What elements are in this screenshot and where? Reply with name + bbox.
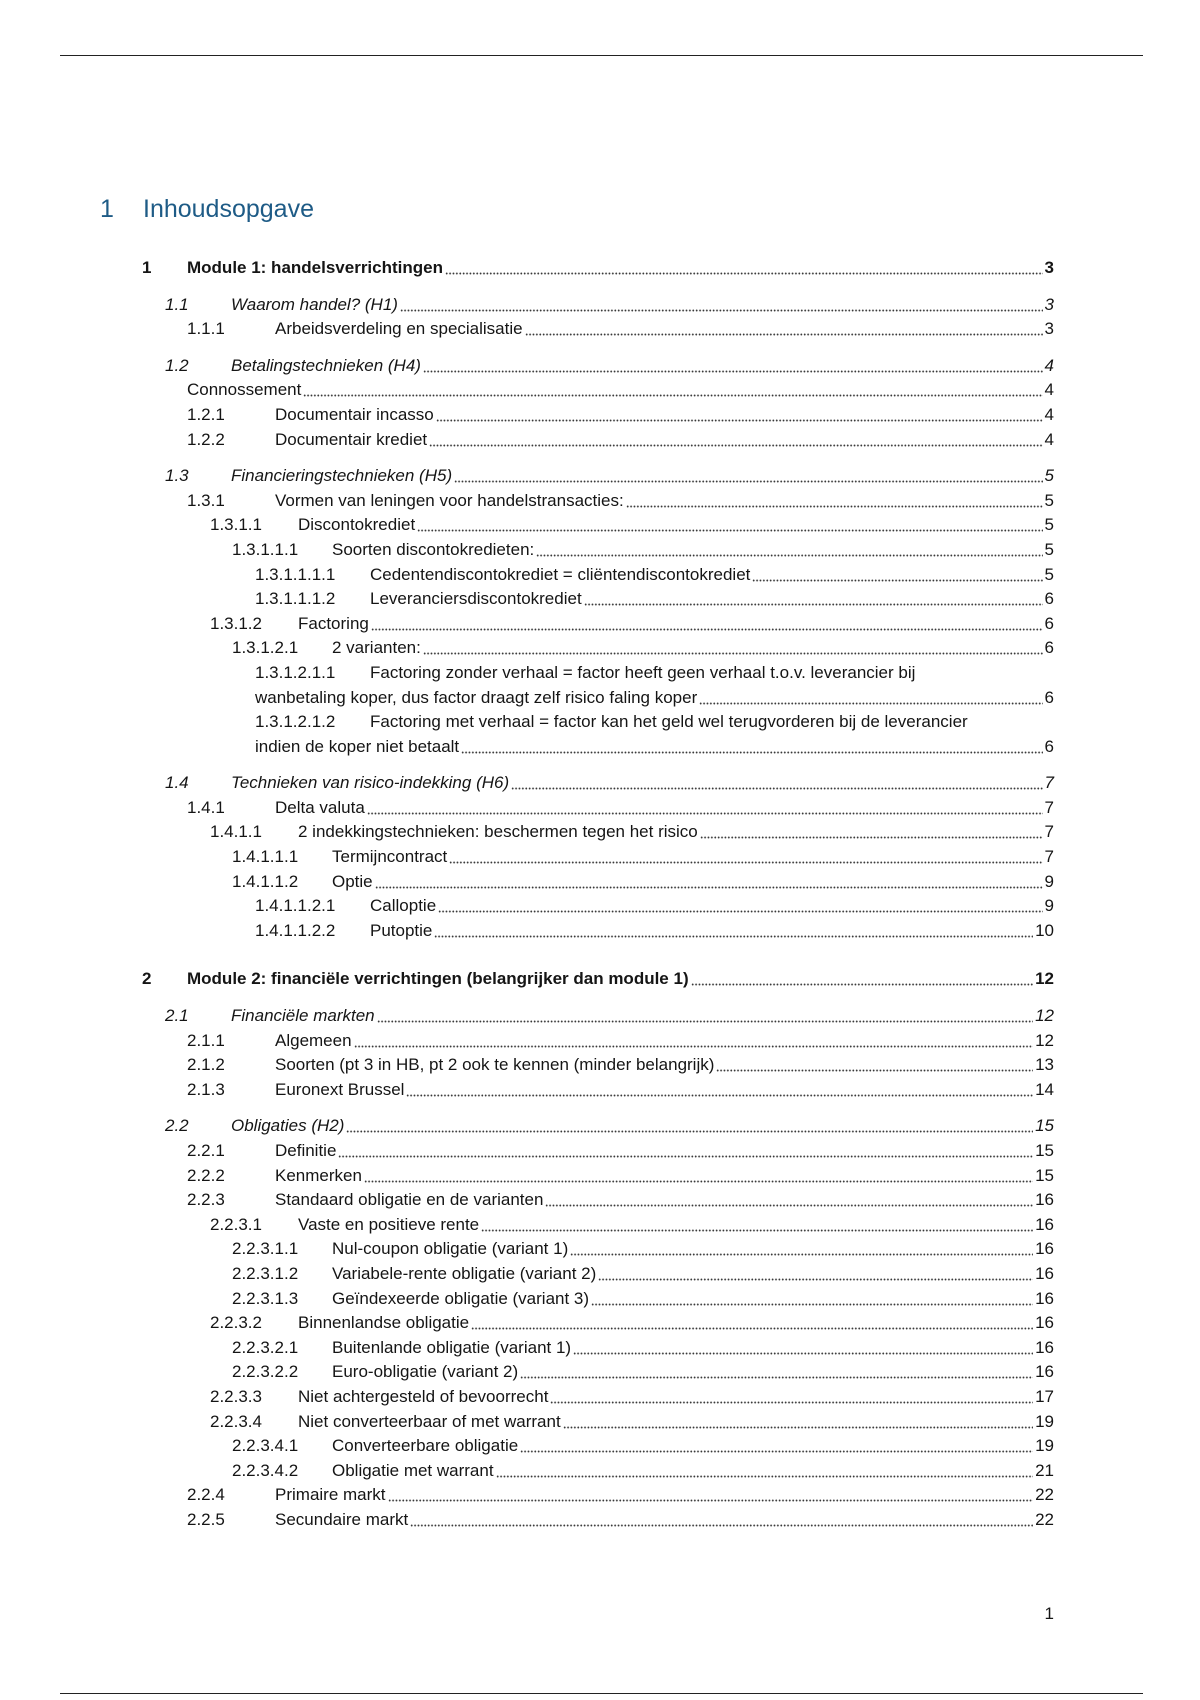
toc-entry-1-3-1-2-1-2-continuation[interactable]	[0, 735, 1054, 760]
toc-entry-2-2-3-4-2[interactable]	[0, 1459, 1054, 1484]
toc-entry-number: 2.2.3.1.1	[232, 1239, 299, 1259]
toc-entry-page-number: 6	[1044, 687, 1054, 707]
toc-entry-number: 1.4.1.1.2	[232, 871, 299, 891]
toc-dot-leader	[525, 317, 1043, 342]
toc-entry-number: 2.2.1	[187, 1141, 225, 1160]
toc-dot-leader	[550, 1385, 1033, 1410]
toc-entry-2-1-2[interactable]	[0, 1053, 1054, 1078]
toc-entry-1-3-1-1-1[interactable]	[0, 538, 1054, 563]
toc-dot-leader	[377, 1004, 1033, 1029]
toc-entry-number: 1.3.1.2.1.2	[255, 712, 336, 732]
toc-entry-title: Factoring	[298, 613, 369, 633]
toc-dot-leader	[626, 489, 1043, 514]
toc-entry-1-2-2[interactable]	[0, 428, 1054, 453]
toc-dot-leader	[481, 1213, 1033, 1238]
toc-entry-1-4-1-1-2-2[interactable]	[0, 919, 1054, 944]
toc-entry-1-3-1[interactable]	[0, 489, 1054, 514]
toc-entry-page-number: 5	[1044, 515, 1054, 535]
toc-entry-page-number: 3	[1044, 258, 1054, 277]
toc-entry-1-2-1[interactable]	[0, 403, 1054, 428]
toc-entry-title: Arbeidsverdeling en specialisatie	[275, 319, 523, 339]
toc-entry-title: Waarom handel? (H1)	[231, 294, 398, 314]
toc-entry-number: 1.4.1	[187, 797, 225, 817]
toc-dot-leader	[471, 1311, 1033, 1336]
toc-entry-title-continued: indien de koper niet betaalt	[255, 736, 460, 756]
toc-entry-page-number: 19	[1035, 1436, 1054, 1456]
toc-entry-number: 2.2.3.1	[210, 1214, 262, 1234]
toc-entry-2-2[interactable]	[0, 1114, 1054, 1139]
toc-entry-page-number: 6	[1044, 589, 1054, 609]
toc-entry-number: 1.3.1	[187, 490, 225, 510]
toc-dot-leader	[454, 464, 1042, 489]
toc-entry-page-number: 9	[1044, 871, 1054, 891]
toc-dot-leader	[417, 513, 1042, 538]
toc-entry-page-number: 7	[1044, 847, 1054, 867]
toc-entry-page-number: 4	[1044, 404, 1054, 424]
toc-entry-1-3-1-2[interactable]	[0, 612, 1054, 637]
toc-entry-number: 1.3.1.1.1	[232, 539, 299, 559]
toc-entry-title: Euro-obligatie (variant 2)	[332, 1362, 519, 1382]
toc-entry-title-continued: wanbetaling koper, dus factor draagt zelf risico faling koper	[255, 687, 698, 707]
toc-entry-title: Nul-coupon obligatie (variant 1)	[332, 1239, 569, 1259]
toc-entry-title: Termijncontract	[332, 847, 448, 867]
toc-dot-leader	[410, 1508, 1033, 1533]
toc-entry-number: 1.4.1.1.2.1	[255, 896, 336, 916]
toc-entry-title: Niet converteerbaar of met warrant	[298, 1411, 561, 1431]
toc-entry-page-number: 21	[1035, 1460, 1054, 1480]
toc-entry-page-number: 16	[1035, 1263, 1054, 1283]
toc-entry-1-3-1-2-1[interactable]	[0, 636, 1054, 661]
toc-entry-number: 1.3.1.2.1	[232, 638, 299, 658]
toc-dot-leader	[520, 1434, 1033, 1459]
toc-entry-title: Documentair krediet	[275, 429, 428, 449]
toc-entry-number: 2.2	[165, 1116, 189, 1136]
toc-entry-title: Discontokrediet	[298, 515, 416, 535]
toc-entry-title: Delta valuta	[275, 797, 365, 817]
toc-entry-title: Cedentendiscontokrediet = cliëntendiscontokrediet	[370, 564, 751, 584]
toc-entry-1-3-1-1-1-1[interactable]	[0, 563, 1054, 588]
toc-entry-page-number: 10	[1035, 920, 1054, 940]
toc-entry-title: Soorten (pt 3 in HB, pt 2 ook te kennen (minder belangrijk)	[275, 1055, 715, 1075]
toc-entry-page-number: 16	[1035, 1362, 1054, 1382]
toc-entry-2-1[interactable]	[0, 1004, 1054, 1029]
toc-entry-number: 2.1.1	[187, 1030, 225, 1050]
toc-dot-leader	[367, 796, 1043, 821]
toc-entry-number: 2.1	[165, 1006, 189, 1026]
toc-dot-leader	[598, 1262, 1033, 1287]
toc-entry-title: Vormen van leningen voor handelstransacties:	[275, 490, 624, 510]
toc-entry-title: 2 varianten:	[332, 638, 421, 658]
toc-dot-leader	[699, 686, 1042, 711]
toc-entry-title: Obligatie met warrant	[332, 1460, 494, 1480]
toc-entry-title: Converteerbare obligatie	[332, 1436, 519, 1456]
toc-entry-title: Module 1: handelsverrichtingen	[187, 258, 443, 277]
toc-entry-1-4-1-1[interactable]	[0, 820, 1054, 845]
toc-entry-number: 1.2.2	[187, 429, 225, 449]
footer-rule	[60, 1693, 1143, 1694]
toc-entry-1[interactable]	[0, 256, 1054, 281]
toc-entry-1-2[interactable]	[0, 354, 1054, 379]
toc-entry-1-3-1-1[interactable]	[0, 513, 1054, 538]
toc-dot-leader	[752, 563, 1042, 588]
toc-entry-2-2-3-3[interactable]	[0, 1385, 1054, 1410]
toc-entry-2-2-2[interactable]	[0, 1164, 1054, 1189]
toc-entry-2-1-3[interactable]	[0, 1078, 1054, 1103]
toc-entry-page-number: 17	[1035, 1386, 1054, 1406]
toc-dot-leader	[716, 1053, 1033, 1078]
toc-entry-title: Niet achtergesteld of bevoorrecht	[298, 1386, 549, 1406]
toc-dot-leader	[461, 735, 1042, 760]
toc-entry-number: 1.3.1.1.1.1	[255, 564, 336, 584]
toc-dot-leader	[445, 256, 1043, 281]
toc-entry-page-number: 4	[1044, 355, 1054, 375]
toc-entry-page-number: 9	[1044, 896, 1054, 916]
toc-entry-page-number: 5	[1044, 466, 1054, 486]
toc-entry-1-1-1[interactable]	[0, 317, 1054, 342]
toc-entry-page-number: 5	[1044, 564, 1054, 584]
toc-entry-2-1-1[interactable]	[0, 1029, 1054, 1054]
toc-entry-2-2-3-1[interactable]	[0, 1213, 1054, 1238]
toc-entry-title: Vaste en positieve rente	[298, 1214, 480, 1234]
toc-dot-leader	[591, 1287, 1033, 1312]
toc-entry-1-3-1-2-1-2[interactable]	[0, 710, 1054, 735]
toc-dot-leader	[429, 428, 1042, 453]
toc-entry-title: Technieken van risico-indekking (H6)	[231, 773, 510, 793]
toc-dot-leader	[563, 1410, 1033, 1435]
toc-entry-page-number: 3	[1044, 294, 1054, 314]
toc-entry-number: 2.2.3.2	[210, 1313, 262, 1333]
toc-entry-title: Algemeen	[275, 1030, 352, 1050]
toc-entry-2-2-3-4[interactable]	[0, 1410, 1054, 1435]
toc-dot-leader	[573, 1336, 1033, 1361]
toc-entry-number: 2.2.3.4.1	[232, 1436, 299, 1456]
toc-dot-leader	[449, 845, 1042, 870]
toc-entry-title: Leveranciersdiscontokrediet	[370, 589, 582, 609]
toc-entry-2-2-1[interactable]	[0, 1139, 1054, 1164]
toc-entry-page-number: 4	[1044, 429, 1054, 449]
toc-entry-page-number: 14	[1035, 1079, 1054, 1099]
toc-dot-leader	[520, 1360, 1033, 1385]
toc-entry-2-2-3[interactable]	[0, 1188, 1054, 1213]
toc-dot-leader	[584, 587, 1043, 612]
toc-entry-page-number: 16	[1035, 1313, 1054, 1333]
toc-entry-title: Betalingstechnieken (H4)	[231, 355, 421, 375]
toc-dot-leader	[375, 870, 1043, 895]
toc-entry-title: Connossement	[187, 380, 302, 400]
toc-dot-leader	[303, 378, 1042, 403]
toc-entry-1-4-1-1-2-1[interactable]	[0, 894, 1054, 919]
toc-entry-1-4[interactable]	[0, 771, 1054, 796]
toc-entry-number: 1.1.1	[187, 319, 225, 339]
toc-entry-page-number: 22	[1035, 1509, 1054, 1529]
toc-entry-title: Calloptie	[370, 896, 437, 916]
toc-entry-number: 2.2.3.4.2	[232, 1460, 299, 1480]
toc-dot-leader	[496, 1459, 1034, 1484]
toc-entry-title: Buitenlande obligatie (variant 1)	[332, 1337, 572, 1357]
toc-entry-2-2-3-2-1[interactable]	[0, 1336, 1054, 1361]
toc-entry-page-number: 7	[1044, 773, 1054, 793]
toc-entry-page-number: 6	[1044, 736, 1054, 756]
page-title	[0, 192, 1200, 226]
toc-entry-number: 1.3.1.2	[210, 613, 262, 633]
toc-entry-page-number: 13	[1035, 1055, 1054, 1075]
toc-entry-page-number: 22	[1035, 1485, 1054, 1505]
toc-entry-1-3-1-2-1-1-continuation[interactable]	[0, 686, 1054, 711]
toc-entry-page-number: 5	[1044, 539, 1054, 559]
toc-entry-page-number: 16	[1035, 1239, 1054, 1259]
toc-entry-number: 1.3.1.1	[210, 515, 262, 535]
toc-entry-1-3[interactable]	[0, 464, 1054, 489]
toc-entry-page-number: 16	[1035, 1190, 1054, 1210]
heading-title: Inhoudsopgave	[143, 195, 314, 223]
toc-entry-number: 1.4.1.1	[210, 822, 262, 842]
header-rule	[60, 55, 1143, 56]
toc-entry-number: 2.2.3.2.1	[232, 1337, 299, 1357]
toc-entry-page-number: 6	[1044, 613, 1054, 633]
toc-entry-number: 2.2.5	[187, 1509, 225, 1529]
toc-entry-2-2-3-1-3[interactable]	[0, 1287, 1054, 1312]
toc-entry-page-number: 16	[1035, 1214, 1054, 1234]
toc-entry-page-number: 7	[1044, 822, 1054, 842]
toc-entry-number: 1	[142, 258, 152, 277]
toc-entry-title: Variabele-rente obligatie (variant 2)	[332, 1263, 597, 1283]
table-of-contents	[0, 256, 1054, 1533]
toc-entry-number: 2.1.3	[187, 1079, 225, 1099]
toc-entry-title: Factoring zonder verhaal = factor heeft geen verhaal t.o.v. leverancier bij	[370, 662, 916, 682]
toc-entry-number: 2.2.2	[187, 1165, 225, 1185]
toc-entry-title: Financiële markten	[231, 1006, 375, 1026]
toc-entry-number: 1.4.1.1.1	[232, 847, 299, 867]
toc-entry-2-2-4[interactable]	[0, 1483, 1054, 1508]
toc-entry-page-number: 15	[1035, 1116, 1054, 1136]
toc-entry-title: Definitie	[275, 1141, 337, 1160]
toc-entry-1-1[interactable]	[0, 293, 1054, 318]
toc-entry-1-4-1-1-2[interactable]	[0, 870, 1054, 895]
toc-dot-leader	[570, 1237, 1033, 1262]
toc-entry-title: Binnenlandse obligatie	[298, 1313, 470, 1333]
toc-entry-title: Putoptie	[370, 920, 433, 940]
toc-entry-2-2-5[interactable]	[0, 1508, 1054, 1533]
toc-dot-leader	[423, 636, 1043, 661]
toc-entry-number: 1.3.1.2.1.1	[255, 662, 336, 682]
toc-entry-page-number: 15	[1035, 1165, 1054, 1185]
toc-entry-number: 2.2.3.1.2	[232, 1263, 299, 1283]
toc-dot-leader	[700, 820, 1043, 845]
toc-dot-leader	[436, 403, 1043, 428]
toc-dot-leader	[346, 1114, 1033, 1139]
toc-entry-number: 1.2.1	[187, 404, 225, 424]
toc-entry-2-2-3-2-2[interactable]	[0, 1360, 1054, 1385]
toc-dot-leader	[406, 1078, 1033, 1103]
toc-entry-title: Kenmerken	[275, 1165, 362, 1185]
toc-dot-leader	[438, 894, 1042, 919]
toc-dot-leader	[691, 967, 1033, 992]
toc-entry-page-number: 7	[1044, 797, 1054, 817]
toc-entry-number: 1.4	[165, 773, 189, 793]
toc-dot-leader	[545, 1188, 1033, 1213]
toc-entry-number: 1.3.1.1.1.2	[255, 589, 336, 609]
toc-entry-page-number: 5	[1044, 490, 1054, 510]
toc-entry-number: 2.1.2	[187, 1055, 225, 1075]
toc-entry-1-3-1-1-1-2[interactable]	[0, 587, 1054, 612]
toc-entry-1-3-1-2-1-1[interactable]	[0, 661, 1054, 686]
toc-entry-number: 1.3	[165, 466, 189, 486]
toc-dot-leader	[434, 919, 1033, 944]
toc-entry-2-2-3-1-2[interactable]	[0, 1262, 1054, 1287]
toc-entry-number: 2.2.3.1.3	[232, 1288, 299, 1308]
toc-entry-page-number: 6	[1044, 638, 1054, 658]
toc-entry-title: Module 2: financiële verrichtingen (belangrijker dan module 1)	[187, 969, 689, 989]
toc-entry-page-number: 4	[1044, 380, 1054, 400]
toc-entry-2[interactable]	[0, 967, 1054, 992]
toc-entry-page-number: 3	[1044, 319, 1054, 339]
toc-entry-title: Primaire markt	[275, 1485, 386, 1505]
toc-entry-number: 2	[142, 969, 152, 989]
toc-entry-number: 2.2.3.2.2	[232, 1362, 299, 1382]
toc-dot-leader	[511, 771, 1042, 796]
toc-entry-page-number: 19	[1035, 1411, 1054, 1431]
toc-entry-title: Soorten discontokredieten:	[332, 539, 535, 559]
toc-entry-title: Standaard obligatie en de varianten	[275, 1190, 544, 1210]
toc-entry-1-4-1[interactable]	[0, 796, 1054, 821]
toc-entry-number: 2.2.3.3	[210, 1386, 262, 1406]
toc-entry-2-2-3-4-1[interactable]	[0, 1434, 1054, 1459]
toc-dot-leader	[423, 354, 1043, 379]
toc-entry-title: Financieringstechnieken (H5)	[231, 466, 453, 486]
toc-dot-leader	[354, 1029, 1034, 1054]
toc-entry-page-number: 16	[1035, 1288, 1054, 1308]
toc-entry-title: Geïndexeerde obligatie (variant 3)	[332, 1288, 590, 1308]
toc-entry-page-number: 12	[1035, 969, 1054, 989]
toc-entry-number: 2.2.3.4	[210, 1411, 262, 1431]
toc-entry-2-2-3-2[interactable]	[0, 1311, 1054, 1336]
toc-dot-leader	[536, 538, 1042, 563]
toc-entry-title: 2 indekkingstechnieken: beschermen tegen het risico	[298, 822, 698, 842]
toc-entry-title: Optie	[332, 871, 373, 891]
toc-dot-leader	[338, 1139, 1033, 1164]
toc-entry-number: 1.1	[165, 294, 189, 314]
toc-entry-title: Factoring met verhaal = factor kan het geld wel terugvorderen bij de leverancier	[370, 712, 968, 732]
toc-entry-number: 1.4.1.1.2.2	[255, 920, 336, 940]
toc-entry-page-number: 12	[1035, 1006, 1054, 1026]
toc-entry-title: Obligaties (H2)	[231, 1116, 345, 1136]
footer-page-number: 1	[1044, 1604, 1054, 1623]
toc-dot-leader	[371, 612, 1043, 637]
toc-entry-connossement[interactable]	[0, 378, 1054, 403]
toc-dot-leader	[364, 1164, 1033, 1189]
toc-entry-page-number: 12	[1035, 1030, 1054, 1050]
toc-dot-leader	[388, 1483, 1034, 1508]
toc-dot-leader	[400, 293, 1043, 318]
toc-entry-title: Documentair incasso	[275, 404, 434, 424]
heading-number: 1	[100, 195, 114, 223]
toc-entry-number: 2.2.4	[187, 1485, 225, 1505]
toc-entry-page-number: 16	[1035, 1337, 1054, 1357]
toc-entry-number: 2.2.3	[187, 1190, 225, 1210]
toc-entry-page-number: 15	[1035, 1141, 1054, 1160]
toc-entry-title: Euronext Brussel	[275, 1079, 405, 1099]
toc-entry-1-4-1-1-1[interactable]	[0, 845, 1054, 870]
toc-entry-title: Secundaire markt	[275, 1509, 409, 1529]
toc-entry-2-2-3-1-1[interactable]	[0, 1237, 1054, 1262]
toc-entry-number: 1.2	[165, 355, 189, 375]
